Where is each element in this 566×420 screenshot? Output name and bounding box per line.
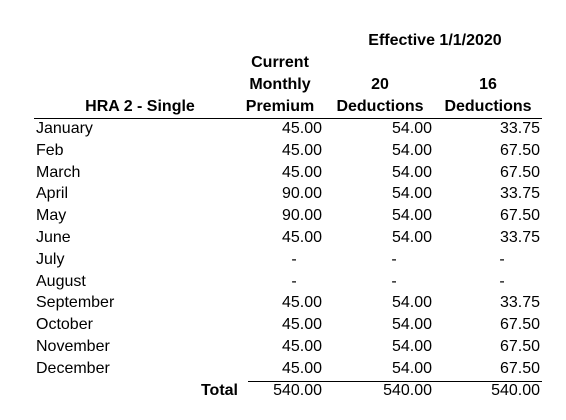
month-label: March <box>36 164 81 181</box>
month-label: January <box>36 120 93 137</box>
current-premium: 45.00 <box>281 316 322 333</box>
deductions-20-amount: 54.00 <box>391 120 432 137</box>
month-label: December <box>36 360 110 377</box>
deductions-16-amount: 33.75 <box>499 120 540 137</box>
total-deductions-20: 540.00 <box>383 382 432 399</box>
month-label: November <box>36 338 110 355</box>
current-premium: 45.00 <box>281 142 322 159</box>
deductions-16-amount: - <box>499 251 505 268</box>
deductions-20-header-line-1: 20 <box>371 76 389 93</box>
deductions-16-header-line-1: 16 <box>479 76 497 93</box>
deductions-20-amount: 54.00 <box>391 316 432 333</box>
month-label: Feb <box>36 142 64 159</box>
month-label: August <box>36 273 86 290</box>
deductions-20-amount: 54.00 <box>391 229 432 246</box>
deductions-20-amount: 54.00 <box>391 294 432 311</box>
current-premium: 45.00 <box>281 360 322 377</box>
effective-date-heading: Effective 1/1/2020 <box>368 32 502 49</box>
table-title: HRA 2 - Single <box>85 98 195 115</box>
current-premium: 45.00 <box>281 120 322 137</box>
deductions-20-header-line-2: Deductions <box>336 98 424 115</box>
deductions-16-amount: 67.50 <box>499 164 540 181</box>
current-premium: 45.00 <box>281 338 322 355</box>
deductions-20-amount: 54.00 <box>391 360 432 377</box>
current-header-line-3: Premium <box>245 98 315 115</box>
deductions-16-header-line-2: Deductions <box>444 98 532 115</box>
deductions-16-amount: 33.75 <box>499 229 540 246</box>
deductions-16-amount: 67.50 <box>499 360 540 377</box>
current-premium: 90.00 <box>281 185 322 202</box>
month-label: July <box>36 251 65 268</box>
deductions-20-amount: 54.00 <box>391 207 432 224</box>
deductions-20-amount: - <box>391 273 397 290</box>
total-deductions-16: 540.00 <box>491 382 540 399</box>
total-current: 540.00 <box>273 382 322 399</box>
current-header-line-2: Monthly <box>249 76 311 93</box>
deductions-16-amount: 33.75 <box>499 185 540 202</box>
current-premium: 90.00 <box>281 207 322 224</box>
deductions-20-amount: 54.00 <box>391 185 432 202</box>
deductions-16-amount: - <box>499 273 505 290</box>
month-label: October <box>36 316 93 333</box>
deductions-20-amount: - <box>391 251 397 268</box>
deductions-16-amount: 67.50 <box>499 207 540 224</box>
deductions-20-amount: 54.00 <box>391 338 432 355</box>
month-label: May <box>36 207 67 224</box>
current-premium: 45.00 <box>281 294 322 311</box>
month-label: April <box>36 185 69 202</box>
current-premium: - <box>291 251 297 268</box>
deductions-20-amount: 54.00 <box>391 142 432 159</box>
current-header-line-1: Current <box>251 54 309 71</box>
month-label: September <box>36 294 115 311</box>
total-label: Total <box>200 382 238 399</box>
deductions-16-amount: 67.50 <box>499 316 540 333</box>
current-premium: - <box>291 273 297 290</box>
month-label: June <box>36 229 71 246</box>
current-premium: 45.00 <box>281 164 322 181</box>
deductions-16-amount: 67.50 <box>499 142 540 159</box>
deductions-16-amount: 67.50 <box>499 338 540 355</box>
deductions-20-amount: 54.00 <box>391 164 432 181</box>
current-premium: 45.00 <box>281 229 322 246</box>
deductions-16-amount: 33.75 <box>499 294 540 311</box>
